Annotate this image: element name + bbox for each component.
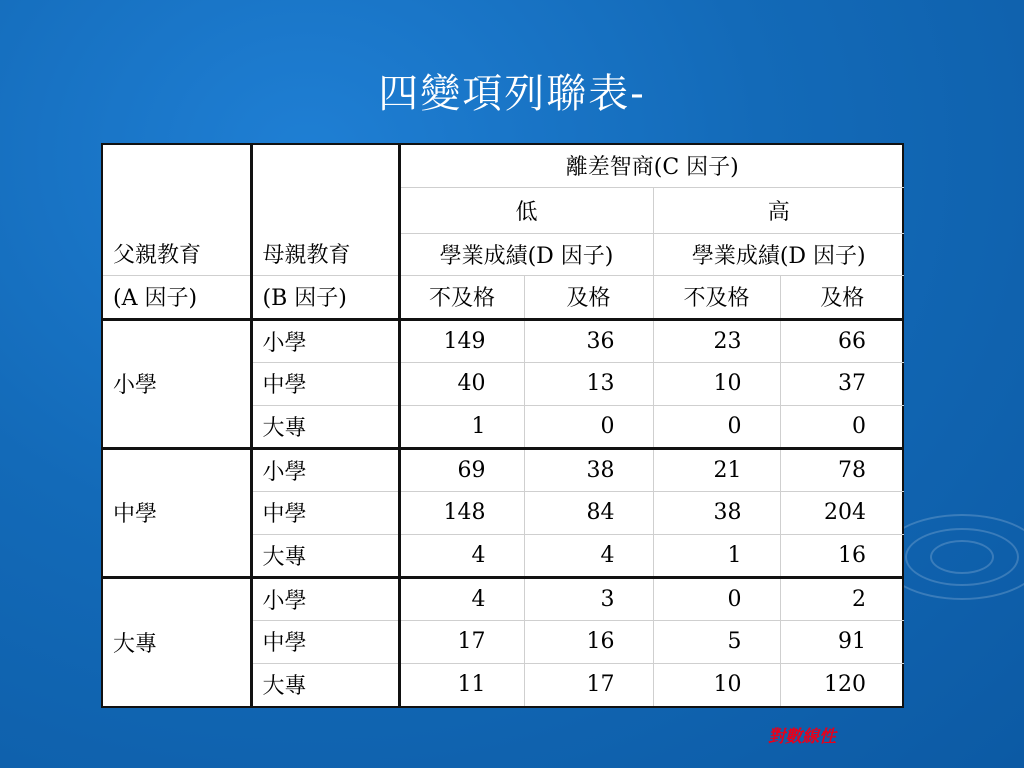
table-cell: 148 <box>399 491 524 534</box>
header-empty-a <box>103 145 251 187</box>
table-cell: 11 <box>399 663 524 706</box>
table-cell: 66 <box>780 319 904 362</box>
table-cell: 3 <box>524 577 653 620</box>
table-cell: 1 <box>399 405 524 448</box>
table-cell: 16 <box>780 534 904 577</box>
row-b-label: 中學 <box>251 620 399 663</box>
table-cell: 204 <box>780 491 904 534</box>
table-cell: 0 <box>780 405 904 448</box>
factor-a-label-line2: (A 因子) <box>103 275 251 319</box>
table-cell: 17 <box>524 663 653 706</box>
table-cell: 78 <box>780 448 904 491</box>
table-cell: 4 <box>399 577 524 620</box>
table-cell: 4 <box>399 534 524 577</box>
table-cell: 69 <box>399 448 524 491</box>
row-b-label: 小學 <box>251 448 399 491</box>
header-empty-b <box>251 145 399 187</box>
row-b-label: 大專 <box>251 405 399 448</box>
table-cell: 16 <box>524 620 653 663</box>
row-b-label: 大專 <box>251 534 399 577</box>
row-b-label: 小學 <box>251 577 399 620</box>
table-cell: 40 <box>399 362 524 405</box>
table-cell: 17 <box>399 620 524 663</box>
table-cell: 2 <box>780 577 904 620</box>
table-cell: 120 <box>780 663 904 706</box>
slide-title: 四變項列聯表- <box>378 71 646 117</box>
header-c-high: 高 <box>653 187 904 233</box>
footer-label: 對數線性 <box>768 727 836 747</box>
row-b-label: 小學 <box>251 319 399 362</box>
contingency-table <box>101 143 904 708</box>
factor-b-label-line1: 母親教育 <box>251 233 399 275</box>
header-factor-c: 離差智商(C 因子) <box>399 145 904 187</box>
row-b-label: 中學 <box>251 491 399 534</box>
header-factor-d-high: 學業成績(D 因子) <box>653 233 904 275</box>
table-cell: 36 <box>524 319 653 362</box>
table-cell: 5 <box>653 620 780 663</box>
header-d-fail-low: 不及格 <box>399 275 524 319</box>
header-d-fail-high: 不及格 <box>653 275 780 319</box>
factor-a-label-line1: 父親教育 <box>113 243 202 269</box>
table-cell: 13 <box>524 362 653 405</box>
table-cell: 149 <box>399 319 524 362</box>
table-cell: 23 <box>653 319 780 362</box>
table-cell: 84 <box>524 491 653 534</box>
table-cell: 0 <box>524 405 653 448</box>
group-a-label: 大專 <box>103 577 251 706</box>
table-cell: 38 <box>653 491 780 534</box>
header-c-low: 低 <box>399 187 653 233</box>
header-factor-d-low: 學業成績(D 因子) <box>399 233 653 275</box>
group-a-label: 小學 <box>103 319 251 448</box>
ripple-decoration <box>905 528 1019 586</box>
row-b-label: 大專 <box>251 663 399 706</box>
table-cell: 91 <box>780 620 904 663</box>
table-cell: 37 <box>780 362 904 405</box>
table-cell: 10 <box>653 663 780 706</box>
table-cell: 10 <box>653 362 780 405</box>
ripple-decoration <box>930 540 994 574</box>
table-cell: 4 <box>524 534 653 577</box>
header-d-pass-low: 及格 <box>524 275 653 319</box>
table-cell: 38 <box>524 448 653 491</box>
table-cell: 1 <box>653 534 780 577</box>
header-d-pass-high: 及格 <box>780 275 904 319</box>
table-cell: 21 <box>653 448 780 491</box>
group-a-label: 中學 <box>103 448 251 577</box>
factor-b-label-line2: (B 因子) <box>251 275 399 319</box>
row-b-label: 中學 <box>251 362 399 405</box>
table-cell: 0 <box>653 577 780 620</box>
table-cell: 0 <box>653 405 780 448</box>
